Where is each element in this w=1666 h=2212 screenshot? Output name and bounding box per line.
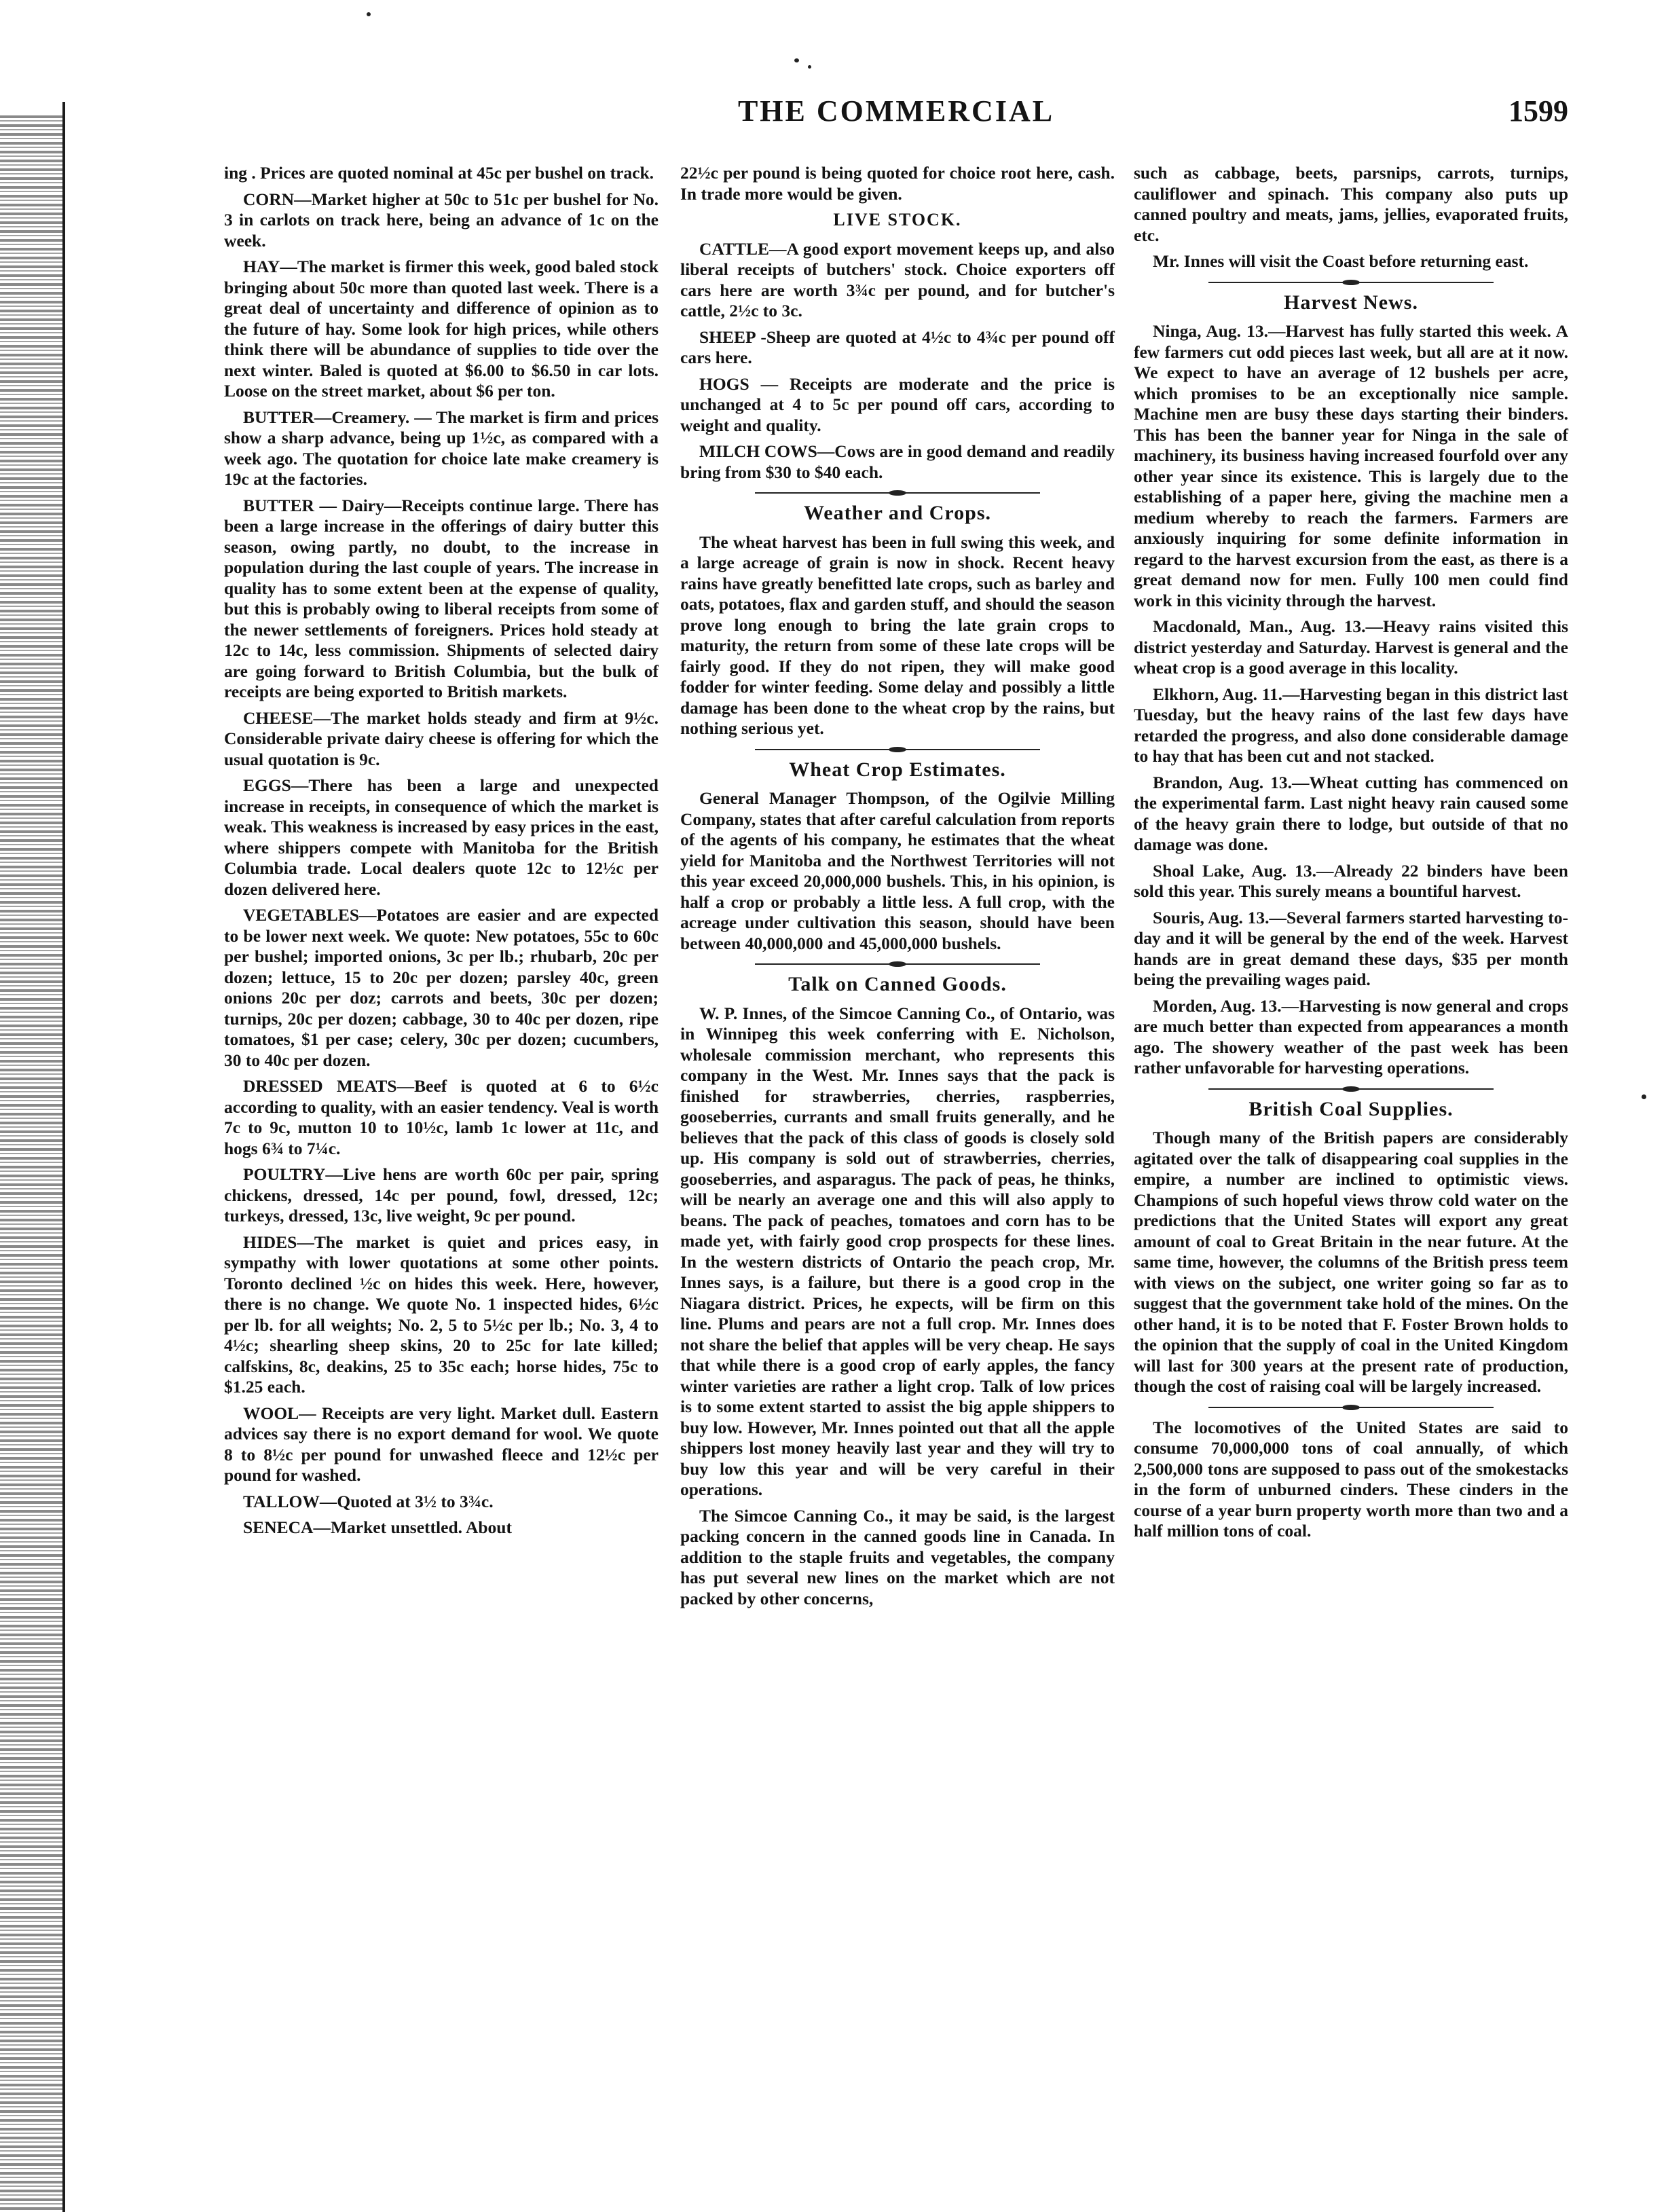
- print-speck: [808, 65, 811, 69]
- paragraph: CORN—Market higher at 50c to 51c per bushel for No. 3 in carlots on track here, being an advance of 1c on the week.: [224, 189, 659, 251]
- paragraph: VEGETABLES—Potatoes are easier and are expected to be lower next week. We quote: New potatoes, 55c to 60c per bushel; imported onions, 3c per lb.; rhubarb, 20c per dozen; lettuce, 15 to 20c per dozen; parsley 40c, green onions 20c per doz; carrots and beets, 30c per dozen; turnips, 20c per dozen; cabbage, 30 to 40c per dozen, ripe tomatoes, $1 per case; celery, 30c per dozen; cucumbers, 30 to 40c per dozen.: [224, 905, 659, 1070]
- paragraph: HIDES—The market is quiet and prices easy, in sympathy with lower quotations at some other points. Toronto declined ½c on hides this week. Here, however, there is no change. We quote No. 1 inspected hides, 6½c per lb. for all weights; No. 2, 5 to 5½c per lb.; No. 3, 4 to 4½c; shearling sheep skins, 20 to 25c for late killed; calfskins, 8c, deakins, 25 to 35c each; horse hides, 75c to $1.25 each.: [224, 1232, 659, 1397]
- paragraph: Souris, Aug. 13.—Several farmers started harvesting to-day and it will be general by the end of the week. Harvest hands are in great demand these days, $35 per month being the prevailing wages paid.: [1134, 907, 1568, 989]
- section-divider: [755, 492, 1040, 494]
- paragraph: SHEEP -Sheep are quoted at 4½c to 4¾c per pound off cars here.: [680, 327, 1115, 367]
- print-speck: [367, 12, 371, 16]
- section-heading: British Coal Supplies.: [1248, 1097, 1454, 1120]
- paragraph: TALLOW—Quoted at 3½ to 3¾c.: [243, 1491, 494, 1511]
- paragraph: CATTLE—A good export movement keeps up, and also liberal receipts of butchers' stock. Choice exporters off cars here are worth 3¾c per pound, and for butcher's cattle, 2½c to 3c.: [680, 238, 1115, 320]
- paragraph: The Simcoe Canning Co., it may be said, is the largest packing concern in the canned goods line in Canada. In addition to the staple fruits and vegetables, the company has put several new lines on the market which are not packed by other concerns,: [680, 1505, 1115, 1608]
- section-divider: [755, 963, 1040, 965]
- section-divider: [1208, 282, 1494, 283]
- column-1: [224, 163, 659, 1544]
- binding-shadow-line: [62, 102, 65, 2212]
- page-number: 1599: [1508, 94, 1568, 128]
- section-heading: Weather and Crops.: [803, 502, 992, 524]
- paragraph: Though many of the British papers are considerably agitated over the talk of disappearing coal supplies in the empire, a number are inclined to optimistic views. Champions of such hopeful views throw cold water on the predictions that the United States will export any great amount of coal to Great Britain in the near future. At the same time, however, the columns of the British press teem with views on the subject, one writer going so far as to suggest that the government take hold of the mines. On the other hand, it is to be noted that F. Foster Brown holds to the opinion that the supply of coal in the United Kingdom will last for 300 years at the present rate of production, though the cost of raising coal will be largely increased.: [1134, 1128, 1568, 1396]
- paragraph: BUTTER—Creamery. — The market is firm and prices show a sharp advance, being up 1½c, as compared with a week ago. The quotation for choice late make creamery is 19c at the factories.: [224, 407, 659, 489]
- paragraph: EGGS—There has been a large and unexpected increase in receipts, in consequence of which the market is weak. This weakness is increased by easy prices in the east, where shippers compete with Manitoba for the British Columbia trade. Local dealers quote 12c to 12½c per dozen delivered here.: [224, 775, 659, 899]
- paragraph: MILCH COWS—Cows are in good demand and readily bring from $30 to $40 each.: [680, 441, 1115, 482]
- paragraph: ing . Prices are quoted nominal at 45c per bushel on track.: [224, 163, 654, 183]
- paragraph: DRESSED MEATS—Beef is quoted at 6 to 6½c according to quality, with an easier tendency. Veal is worth 7c to 9c, mutton 10 to 10½c, lamb 1c lower at 11c, and hogs 6¾ to 7¼c.: [224, 1076, 659, 1158]
- paragraph: Shoal Lake, Aug. 13.—Already 22 binders have been sold this year. This surely means a bountiful harvest.: [1134, 860, 1568, 901]
- paragraph: BUTTER — Dairy—Receipts continue large. There has been a large increase in the offerings of dairy butter this season, owing partly, no doubt, to the increase in population during the last couple of years. The increase in quality has to some extent been at the expense of quality, but this is probably owing to liberal receipts from some of the newer settlements of foreigners. Prices hold steady at 12c to 14c, less commission. Shipments of selected dairy are going forward to British Columbia, but the bulk of receipts are being exported to British markets.: [224, 495, 659, 701]
- paragraph: The wheat harvest has been in full swing this week, and a large acreage of grain is now in shock. Recent heavy rains have greatly benefitted late crops, such as barley and oats, potatoes, flax and garden stuff, and should the season prove long enough to bring the late grain crops to maturity, the return from some of these late crops will be fairly good. If they do not ripen, they will make good fodder for winter feeding. Some delay and possibly a little damage has been done to the wheat crop by the rains, but nothing serious yet.: [680, 532, 1115, 738]
- print-speck: [1642, 1094, 1646, 1099]
- paragraph: Macdonald, Man., Aug. 13.—Heavy rains visited this district yesterday and Saturday. Harvest is general and the wheat crop is a good average in this locality.: [1134, 616, 1568, 678]
- column-3: [1134, 163, 1568, 1547]
- paragraph: POULTRY—Live hens are worth 60c per pair, spring chickens, dressed, 14c per pound, fowl, dressed, 12c; turkeys, dressed, 13c, live weight, 9c per pound.: [224, 1164, 659, 1225]
- section-heading: Wheat Crop Estimates.: [789, 758, 1006, 781]
- print-speck: [794, 58, 799, 62]
- section-heading: Harvest News.: [1284, 291, 1418, 314]
- paragraph: The locomotives of the United States are said to consume 70,000,000 tons of coal annually, of which 2,500,000 tons are supposed to pass out of the smokestacks in the form of unburned cinders. These cinders in the course of a year burn property worth more than two and a half million tons of coal.: [1134, 1417, 1568, 1541]
- paragraph: Mr. Innes will visit the Coast before returning east.: [1153, 251, 1529, 271]
- paragraph: Morden, Aug. 13.—Harvesting is now general and crops are much better than expected from appearances a month ago. The showery weather of the past week has been rather unfavorable for harvesting operations.: [1134, 995, 1568, 1077]
- paragraph: General Manager Thompson, of the Ogilvie Milling Company, states that after careful calculation from reports of the agents of his company, he estimates that the wheat yield for Manitoba and the Northwest Territories will not this year exceed 20,000,000 bushels. This, in his opinion, is half a crop or probably a little less. A full crop, with the acreage under cultivation this season, should have been between 40,000,000 and 45,000,000 bushels.: [680, 788, 1115, 953]
- page-header: [224, 94, 1568, 134]
- paragraph: CHEESE—The market holds steady and firm at 9½c. Considerable private dairy cheese is offering for which the usual quotation is 9c.: [224, 707, 659, 769]
- paragraph: W. P. Innes, of the Simcoe Canning Co., of Ontario, was in Winnipeg this week conferring with E. Nicholson, wholesale commission merchant, who represents this company in the West. Mr. Innes says that the pack is finished for strawberries, cherries, raspberries, gooseberries, currants and small fruits generally, and he believes that the pack of this class of goods is closely sold up. His company is sold out of strawberries, cherries, gooseberries, and asparagus. The pack of peas, he thinks, will be nearly an average one and this will also apply to beans. The pack of peaches, tomatoes and corn has to be made yet, with fairly good crop prospects for these lines. In the western districts of Ontario the peach crop, Mr. Innes says, is a failure, but there is a good crop in the Niagara district. Prices, he expects, will be firm on this line. Plums and pears are not a full crop. Mr. Innes does not share the belief that apples will be very cheap. He says that while there is a good crop of early apples, the fancy winter varieties are rather a light crop. Talk of low prices is to some extent started to assist the big apple shippers to buy low. However, Mr. Innes pointed out that all the apple shippers lost money heavily last year and they will try to buy low this year and will be very careful in their operations.: [680, 1003, 1115, 1499]
- section-divider: [755, 749, 1040, 750]
- paragraph: WOOL— Receipts are very light. Market dull. Eastern advices say there is no export demand for wool. We quote 8 to 8½c per pound for unwashed fleece and 12½c per pound for washed.: [224, 1403, 659, 1485]
- paragraph: 22½c per pound is being quoted for choice root here, cash. In trade more would be given.: [680, 163, 1115, 204]
- publication-title: THE COMMERCIAL: [737, 94, 1055, 128]
- section-divider: [1208, 1088, 1494, 1090]
- paragraph: Ninga, Aug. 13.—Harvest has fully started this week. A few farmers cut odd pieces last week, but all are at it now. We expect to have an average of 12 bushels per acre, which promises to be an exceptionally nice sample. Machine men are busy these days starting their binders. This has been the banner year for Ninga in the sale of machinery, its business having increased fourfold over any other year since its existence. This is largely due to the establishing of a paper here, giving the machine men a medium whereby to reach the farmers. Farmers are anxiously inquiring for some definite information in regard to the harvest excursion from the east, as there is a great demand now for men. Fully 100 men could find work in this vicinity through the harvest.: [1134, 321, 1568, 610]
- paragraph: such as cabbage, beets, parsnips, carrots, turnips, cauliflower and spinach. This company also puts up canned poultry and meats, jams, jellies, evaporated fruits, etc.: [1134, 163, 1568, 245]
- page-binding-edge: [0, 115, 65, 2212]
- paragraph: Brandon, Aug. 13.—Wheat cutting has commenced on the experimental farm. Last night heavy rain caused some of the heavy grain there to lodge, but outside of that no damage was done.: [1134, 772, 1568, 854]
- section-heading: LIVE STOCK.: [833, 210, 962, 229]
- paragraph: HOGS — Receipts are moderate and the price is unchanged at 4 to 5c per pound off cars, according to weight and quality.: [680, 373, 1115, 435]
- column-2: [680, 163, 1115, 1615]
- section-heading: Talk on Canned Goods.: [788, 973, 1007, 995]
- section-divider: [1208, 1407, 1494, 1408]
- paragraph: Elkhorn, Aug. 11.—Harvesting began in this district last Tuesday, but the heavy rains of the last few days have retarded the progress, and also done considerable damage to hay that has been cut and not stacked.: [1134, 684, 1568, 766]
- paragraph: SENECA—Market unsettled. About: [243, 1517, 512, 1537]
- paragraph: HAY—The market is firmer this week, good baled stock bringing about 50c more than quoted last week. There is a great deal of uncertainty and difference of opinion as to the future of hay. Some look for high prices, while others think there will be abundance of supplies to tide over the next winter. Baled is quoted at $6.00 to $6.50 in car lots. Loose on the street market, about $6 per ton.: [224, 257, 659, 401]
